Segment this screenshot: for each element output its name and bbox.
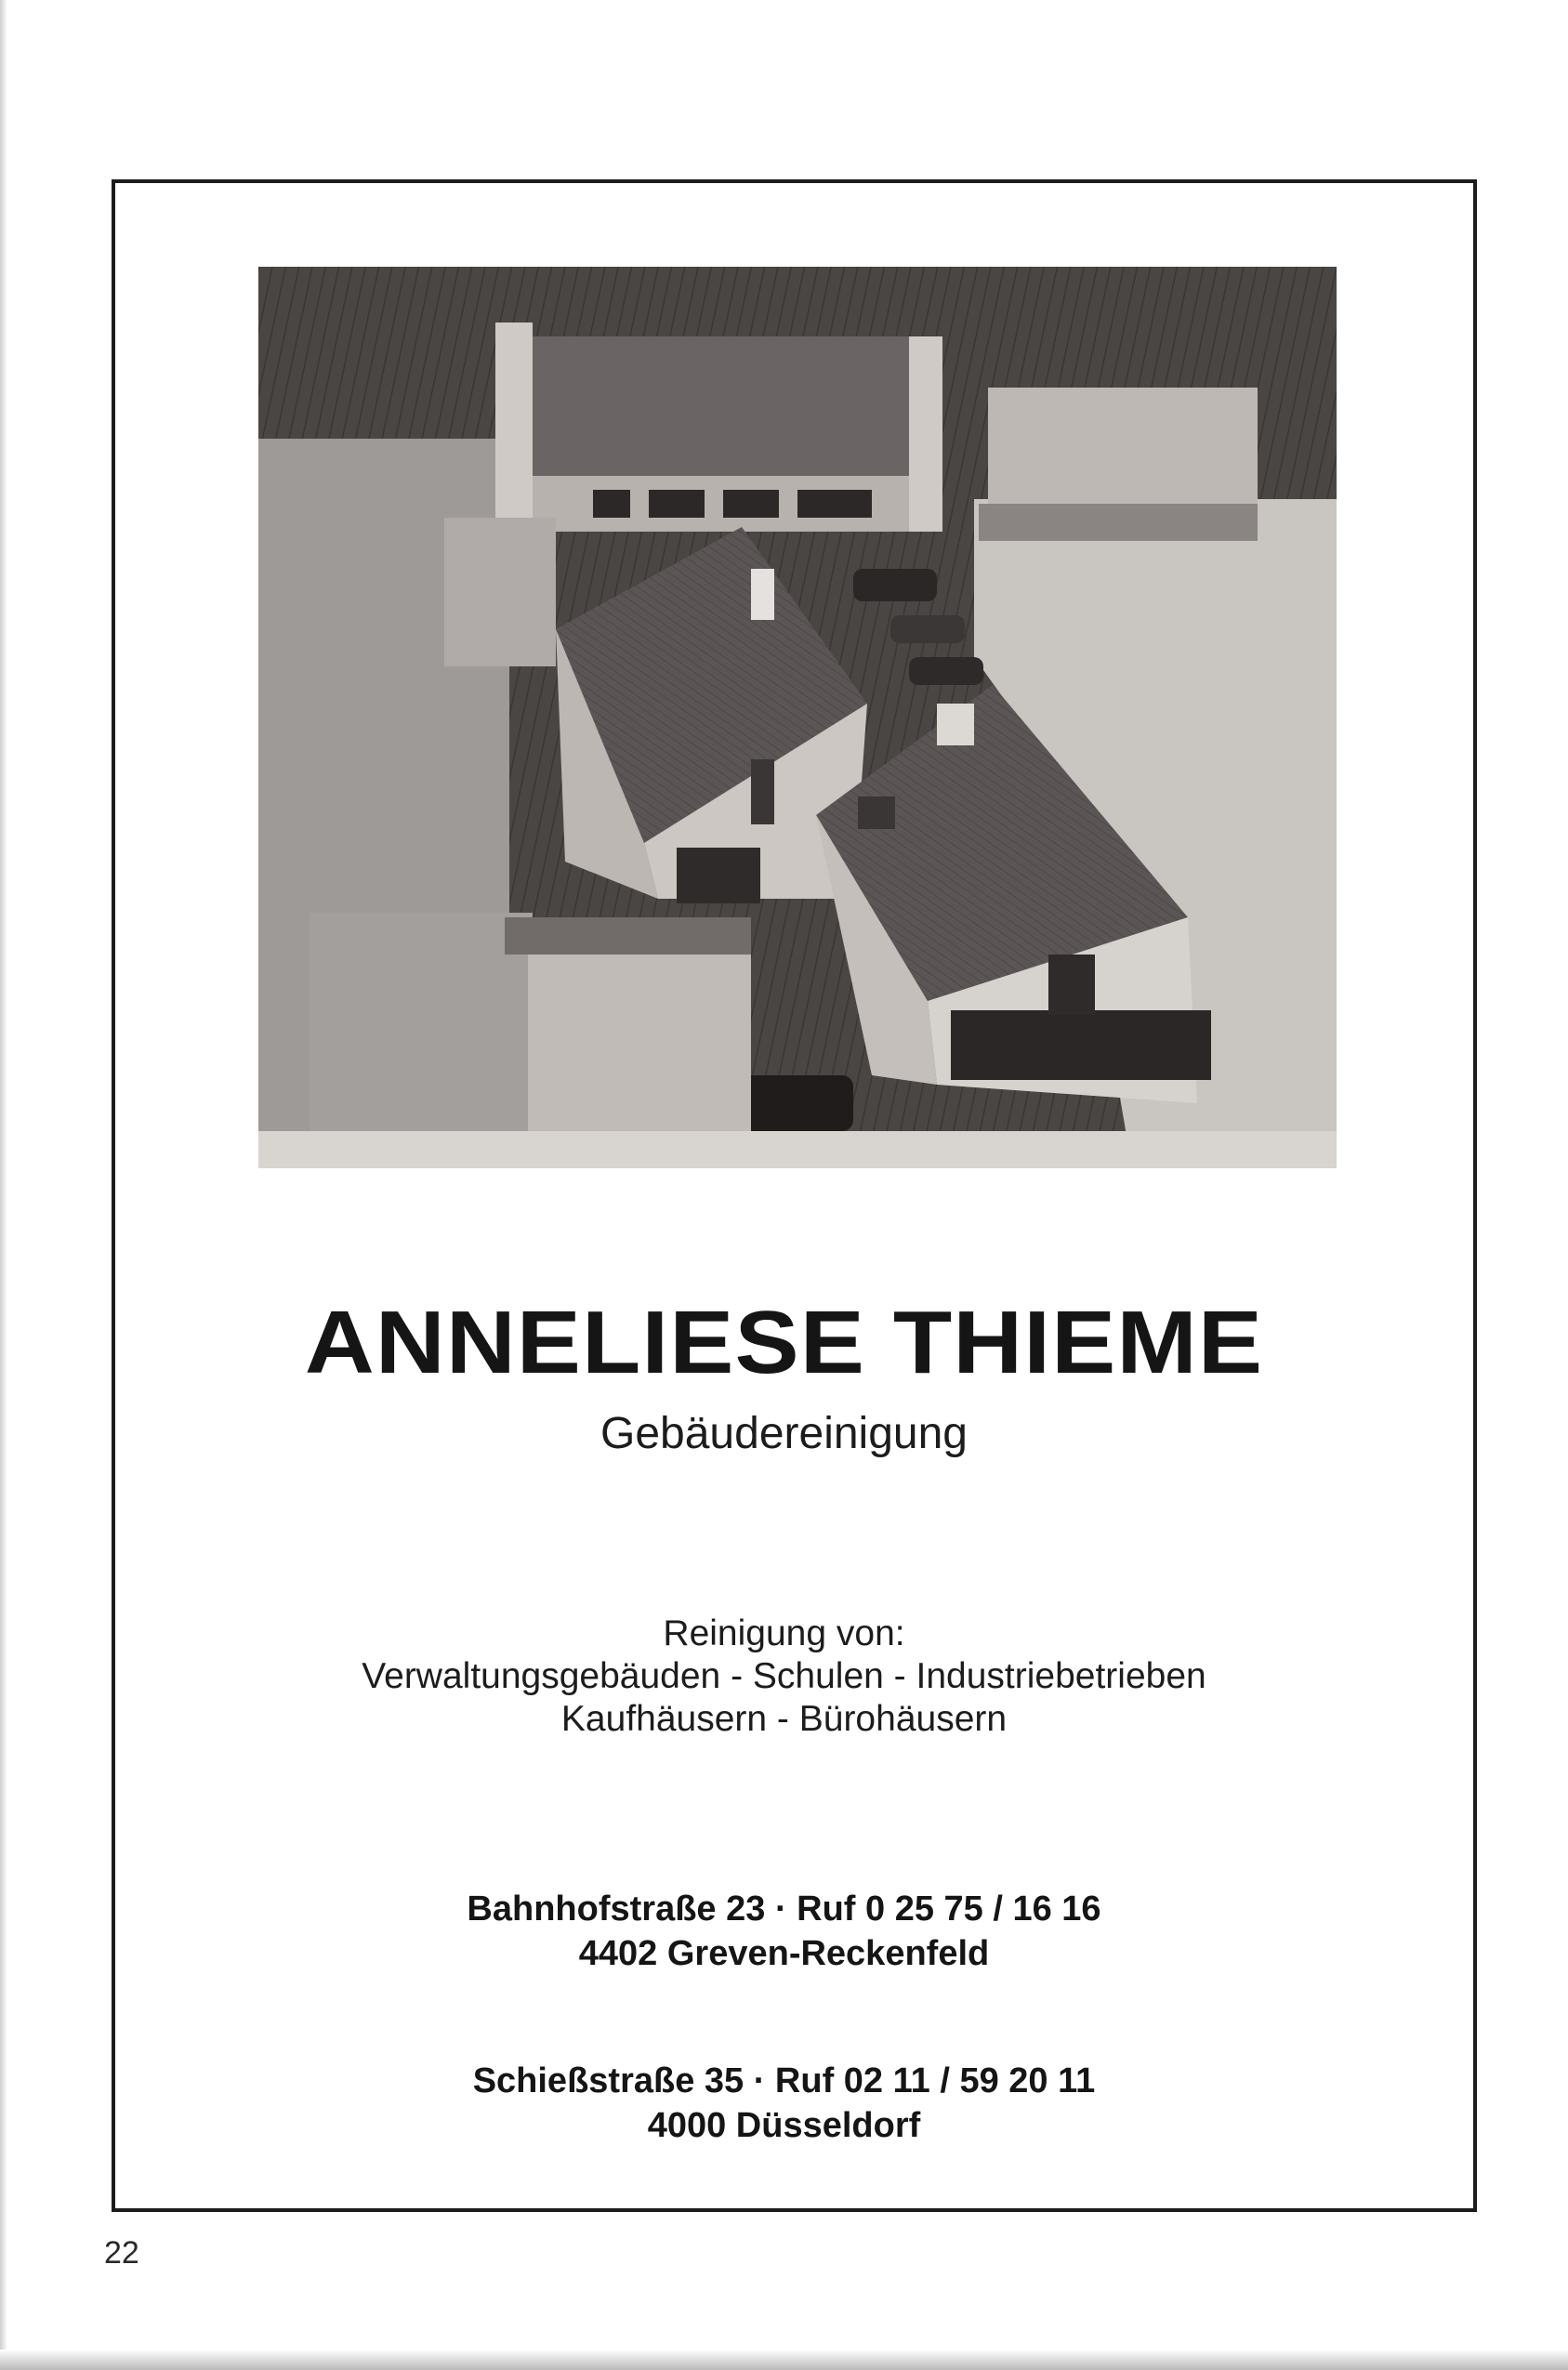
services-line: Kaufhäusern - Bürohäusern [560, 1699, 1008, 1739]
address-city: 4000 Düsseldorf [647, 2106, 921, 2145]
page-edge [0, 0, 7, 2370]
page-edge [0, 2350, 1568, 2370]
services-line: Verwaltungsgebäuden - Schulen - Industriebetrieben [362, 1656, 1206, 1696]
address-greven [0, 1887, 1568, 1976]
address-street-phone: Bahnhofstraße 23 · Ruf 0 25 75 / 16 16 [467, 1889, 1101, 1929]
building-aerial-photo [258, 267, 1337, 1168]
address-duesseldorf [0, 2059, 1568, 2148]
company-type: Gebäudereinigung [600, 1409, 968, 1458]
address-street-phone: Schießstraße 35 · Ruf 02 11 / 59 20 11 [472, 2061, 1096, 2100]
services-list [0, 1613, 1568, 1741]
company-name: ANNELIESE THIEME [304, 1293, 1264, 1392]
page-number: 22 [104, 2235, 139, 2271]
services-intro: Reinigung von: [663, 1613, 905, 1653]
address-city: 4402 Greven-Reckenfeld [578, 1934, 990, 1973]
